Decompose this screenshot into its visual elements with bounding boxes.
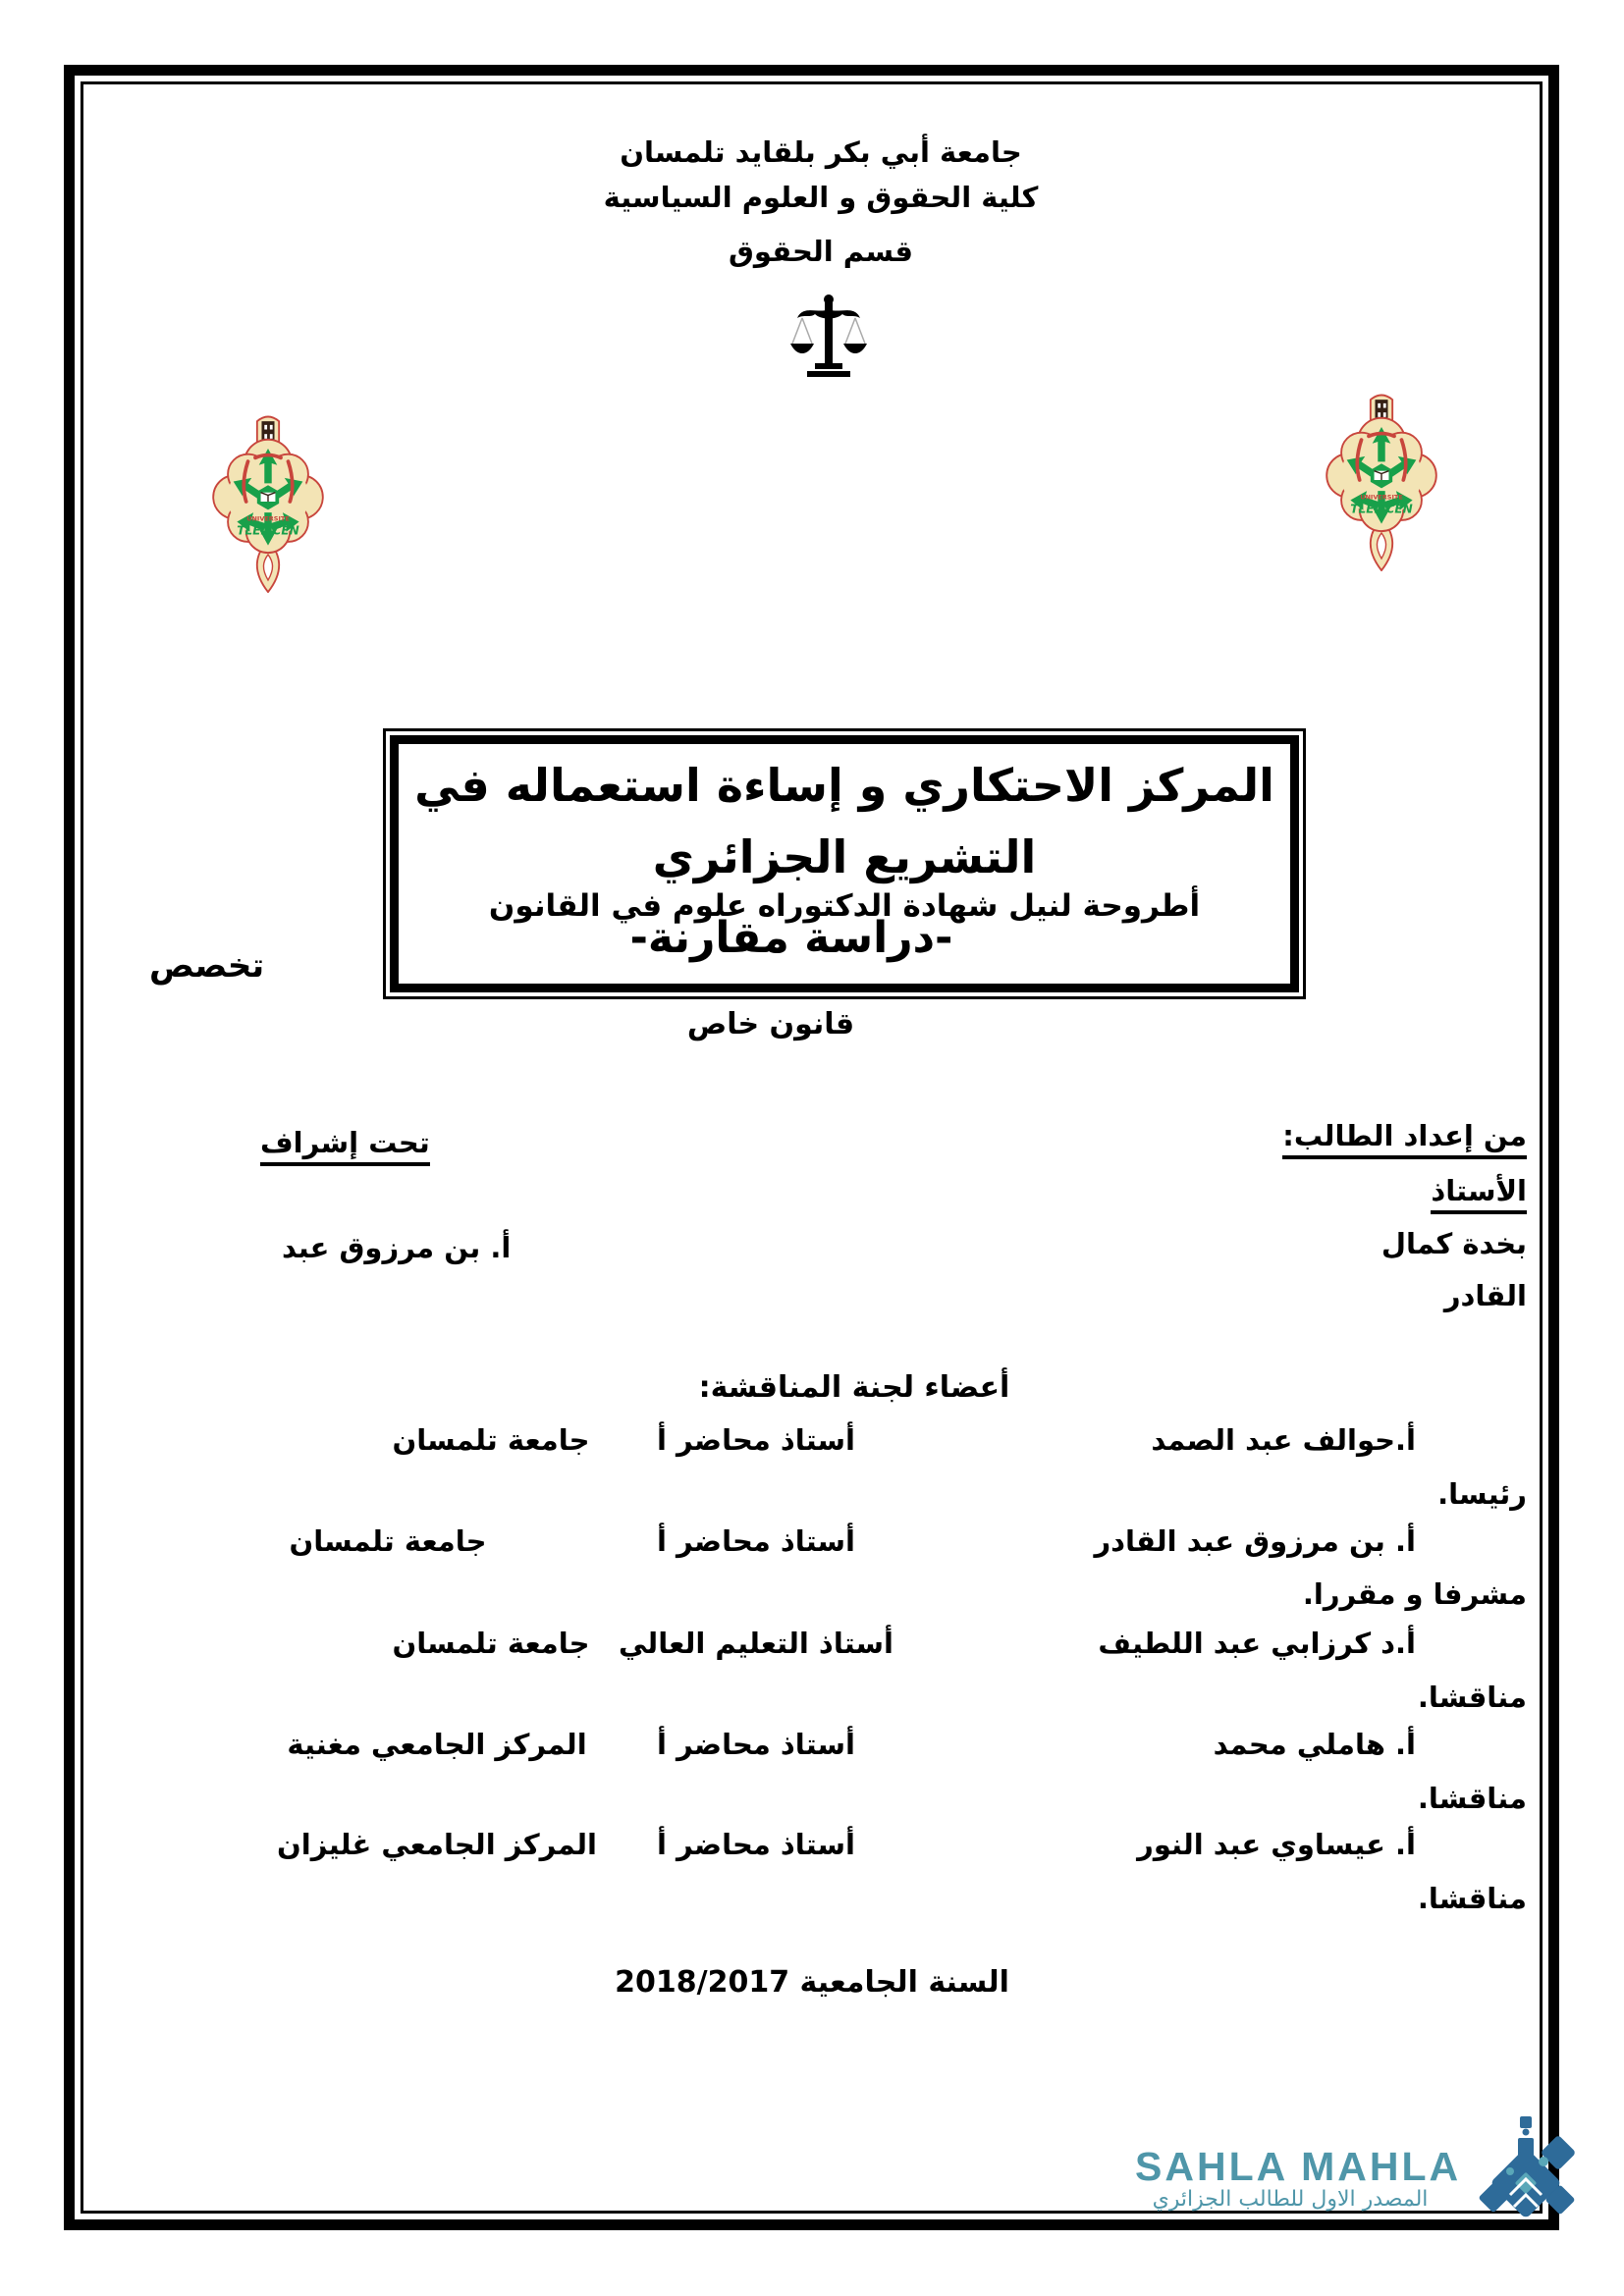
faculty-name: كلية الحقوق و العلوم السياسية bbox=[603, 181, 1039, 214]
specialization-value: قانون خاص bbox=[686, 1007, 855, 1041]
thesis-title-box-inner bbox=[390, 735, 1299, 992]
committee-member-role: رئيسا. bbox=[1437, 1477, 1527, 1511]
student-professor-line: الأستاذ bbox=[1431, 1174, 1527, 1214]
committee-heading: أعضاء لجنة المناقشة: bbox=[698, 1370, 1010, 1405]
thesis-title-line2: التشريع الجزائري bbox=[652, 830, 1037, 883]
university-logo-left-icon bbox=[212, 410, 324, 593]
committee-member-institution: المركز الجامعي مغنية bbox=[287, 1728, 587, 1761]
committee-member-institution: جامعة تلمسان bbox=[392, 1423, 590, 1457]
supervisor-name: أ. بن مرزوق عبد bbox=[282, 1231, 512, 1264]
academic-year: السنة الجامعية 2018/2017 bbox=[615, 1965, 1009, 2000]
supervisor-section-label: تحت إشراف bbox=[260, 1126, 430, 1166]
thesis-title-line1: المركز الاحتكاري و إساءة استعماله في bbox=[414, 759, 1274, 812]
document-header bbox=[0, 130, 1624, 271]
university-name: جامعة أبي بكر بلقايد تلمسان bbox=[620, 135, 1022, 169]
committee-member-rank: أستاذ محاضر أ bbox=[656, 1423, 855, 1457]
committee-member-institution: جامعة تلمسان bbox=[392, 1627, 590, 1660]
sahla-mahla-tagline: المصدر الاول للطالب الجزائري bbox=[1152, 2187, 1429, 2212]
committee-member-rank: أستاذ محاضر أ bbox=[656, 1728, 855, 1761]
committee-member-role: مناقشا. bbox=[1417, 1782, 1527, 1815]
scales-of-justice-icon bbox=[789, 293, 868, 383]
thesis-study-type-overlay: -دراسة مقارنة- bbox=[629, 913, 953, 963]
sahla-mahla-ornament-icon bbox=[1471, 2110, 1581, 2230]
committee-member-institution: المركز الجامعي غليزان bbox=[277, 1828, 597, 1861]
specialization-label: تخصص bbox=[149, 946, 265, 986]
committee-member-name: أ. هاملي محمد bbox=[1213, 1728, 1416, 1761]
committee-member-name: أ. عيساوي عبد النور bbox=[1137, 1828, 1416, 1861]
student-section-label: من إعداد الطالب: bbox=[1282, 1119, 1527, 1159]
department-name: قسم الحقوق bbox=[728, 235, 914, 268]
committee-member-name: أ. بن مرزوق عبد القادر bbox=[1094, 1524, 1416, 1558]
student-name: بخدة كمال bbox=[1380, 1227, 1527, 1260]
committee-member-institution: جامعة تلمسان bbox=[289, 1524, 487, 1558]
sahla-mahla-brand: SAHLA MAHLA bbox=[1135, 2144, 1462, 2189]
university-logo-right-icon bbox=[1326, 389, 1437, 571]
committee-member-rank: أستاذ محاضر أ bbox=[656, 1828, 855, 1861]
committee-member-rank: أستاذ التعليم العالي bbox=[618, 1627, 893, 1660]
committee-member-role: مناقشا. bbox=[1417, 1882, 1527, 1915]
student-name-wrap: القادر bbox=[1443, 1279, 1527, 1312]
thesis-title-box bbox=[383, 728, 1306, 999]
thesis-subtitle: أطروحة لنيل شهادة الدكتوراه علوم في القانون bbox=[488, 888, 1201, 924]
committee-member-role: مناقشا. bbox=[1417, 1681, 1527, 1714]
committee-member-name: أ.حوالف عبد الصمد bbox=[1151, 1423, 1416, 1457]
committee-member-role: مشرفا و مقررا. bbox=[1302, 1577, 1527, 1611]
committee-member-name: أ.د كرزابي عبد اللطيف bbox=[1098, 1627, 1416, 1660]
committee-member-rank: أستاذ محاضر أ bbox=[656, 1524, 855, 1558]
